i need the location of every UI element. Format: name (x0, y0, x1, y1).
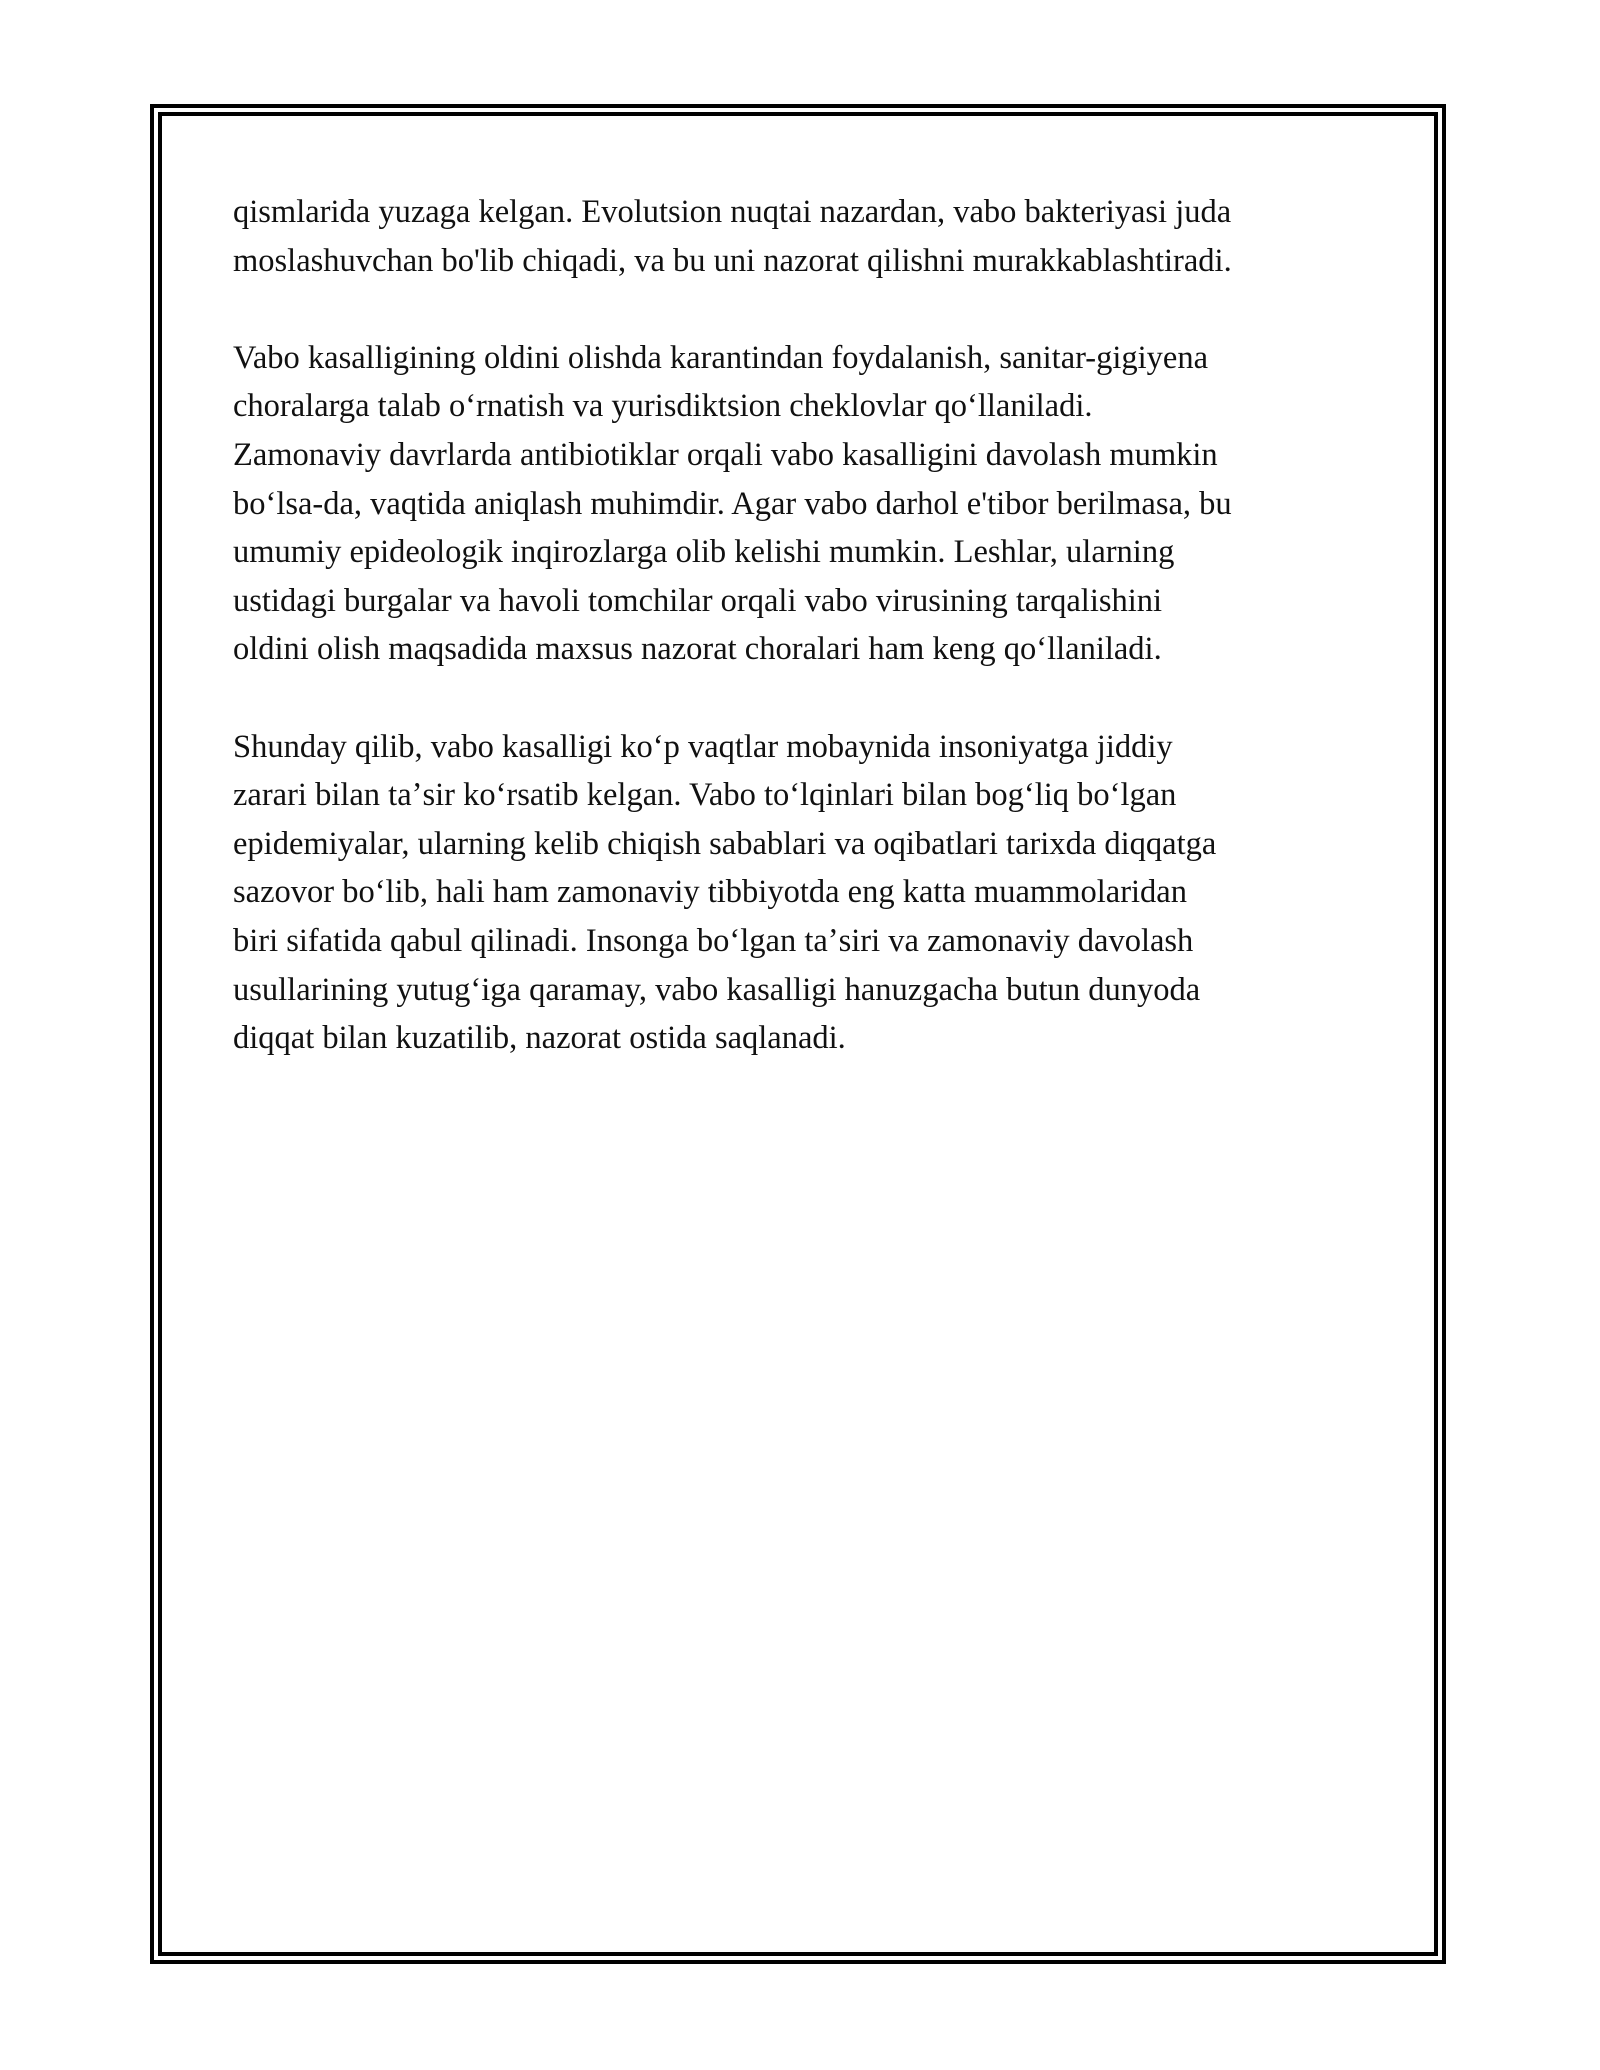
text-line: Shunday qilib, vabo kasalligi koʻp vaqtlar mobaynida insoniyatga jiddiy (233, 728, 1173, 765)
paragraph-3 (233, 723, 1373, 1063)
text-line: oldini olish maqsadida maxsus nazorat choralari ham keng qoʻllaniladi. (233, 631, 1162, 668)
text-line: umumiy epideologik inqirozlarga olib kelishi mumkin. Leshlar, ularning (233, 534, 1175, 571)
document-body (233, 188, 1373, 1111)
text-line: zarari bilan taʼsir koʻrsatib kelgan. Vabo toʻlqinlari bilan bogʻliq boʻlgan (233, 777, 1177, 814)
text-line: biri sifatida qabul qilinadi. Insonga boʻlgan taʼsiri va zamonaviy davolash (233, 922, 1194, 959)
text-line: Zamonaviy davrlarda antibiotiklar orqali vabo kasalligini davolash mumkin (233, 436, 1218, 473)
paragraph-1 (233, 188, 1373, 285)
text-line: sazovor boʻlib, hali ham zamonaviy tibbiyotda eng katta muammolaridan (233, 874, 1187, 911)
text-line: boʻlsa-da, vaqtida aniqlash muhimdir. Agar vabo darhol e'tibor berilmasa, bu (233, 485, 1232, 522)
text-line: diqqat bilan kuzatilib, nazorat ostida saqlanadi. (233, 1020, 846, 1057)
text-line: usullarining yutugʻiga qaramay, vabo kasalligi hanuzgacha butun dunyoda (233, 971, 1201, 1008)
text-line: moslashuvchan bo'lib chiqadi, va bu uni nazorat qilishni murakkablashtiradi. (233, 242, 1232, 279)
text-line: Vabo kasalligining oldini olishda karantindan foydalanish, sanitar-gigiyena (233, 339, 1209, 376)
text-line: choralarga talab oʻrnatish va yurisdiktsion cheklovlar qoʻllaniladi. (233, 388, 1093, 425)
text-line: epidemiyalar, ularning kelib chiqish sabablari va oqibatlari tarixda diqqatga (233, 825, 1217, 862)
text-line: qismlarida yuzaga kelgan. Evolutsion nuqtai nazardan, vabo bakteriyasi juda (233, 194, 1232, 230)
text-line: ustidagi burgalar va havoli tomchilar orqali vabo virusining tarqalishini (233, 582, 1163, 619)
paragraph-2 (233, 334, 1373, 674)
